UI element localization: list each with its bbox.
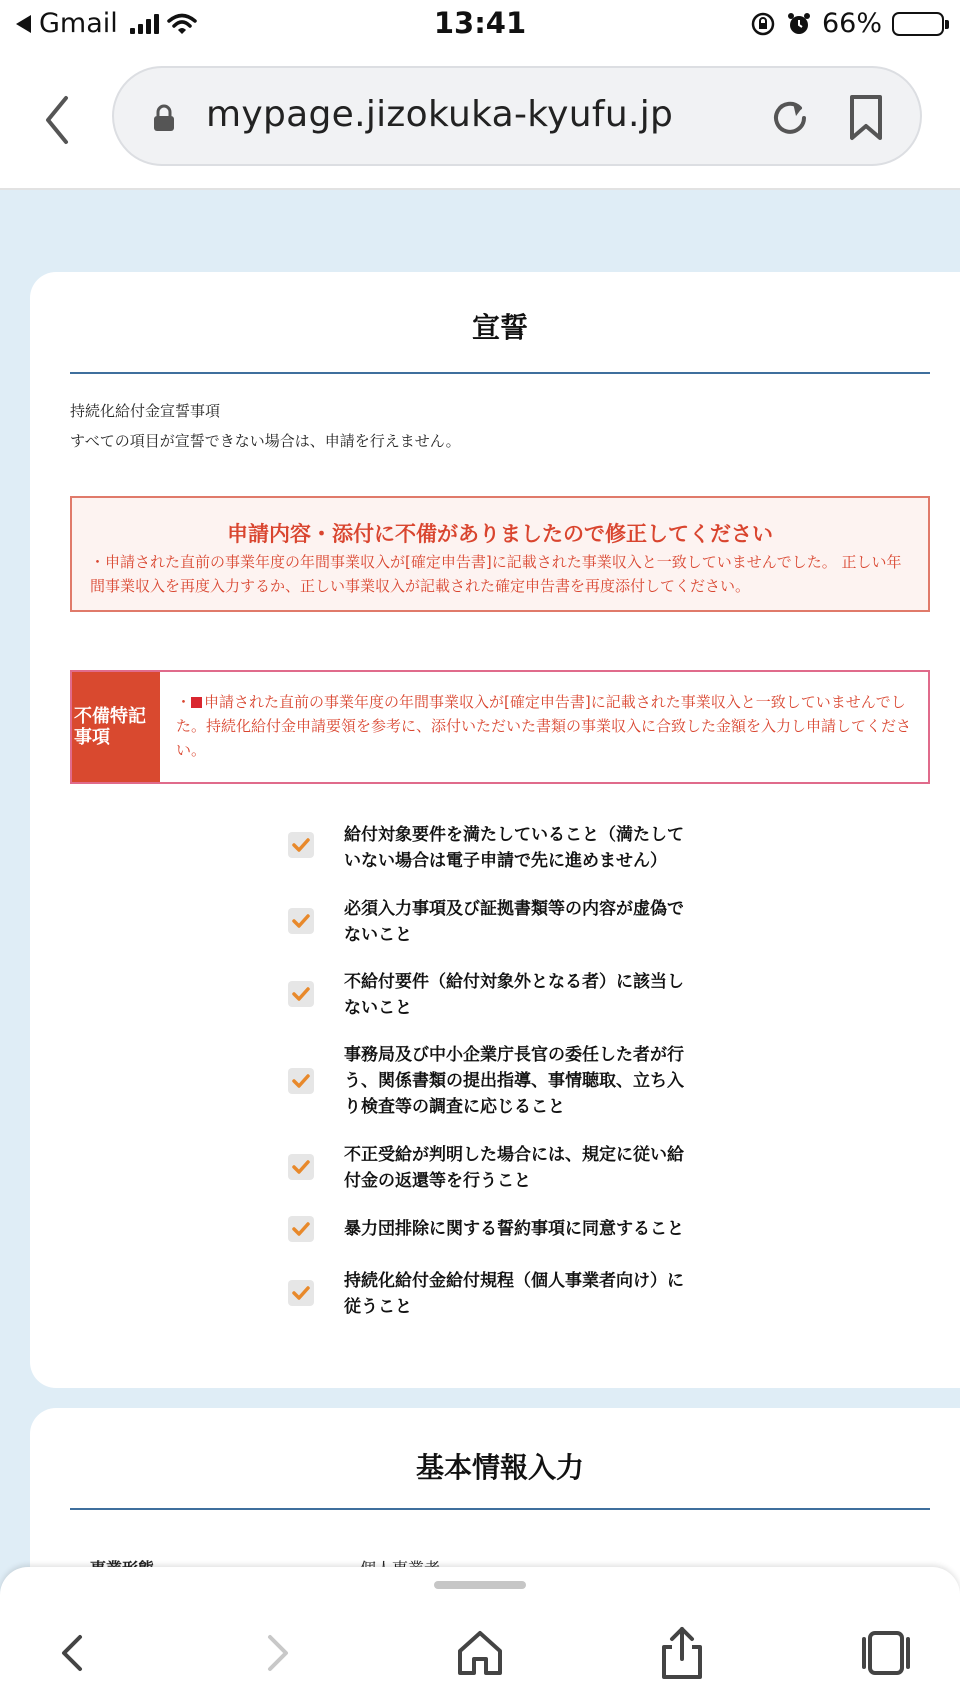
home-icon[interactable] bbox=[450, 1623, 510, 1683]
checkbox-checked-icon[interactable] bbox=[288, 832, 314, 858]
checkbox-checked-icon[interactable] bbox=[288, 981, 314, 1007]
address-bar[interactable] bbox=[112, 66, 922, 166]
checkbox-checked-icon[interactable] bbox=[288, 1068, 314, 1094]
reload-icon[interactable] bbox=[768, 96, 812, 140]
bookmark-icon[interactable] bbox=[848, 94, 884, 142]
red-square-icon bbox=[191, 697, 202, 708]
forward-arrow-icon[interactable] bbox=[246, 1623, 306, 1683]
status-bar bbox=[0, 0, 960, 50]
oath-card bbox=[30, 272, 960, 1388]
battery-percent: 66% bbox=[821, 8, 882, 39]
oath-note: すべての項目が宣誓できない場合は、申請を行えません。 bbox=[70, 432, 461, 450]
lock-icon bbox=[152, 104, 176, 132]
checkbox-checked-icon[interactable] bbox=[288, 1154, 314, 1180]
special-note-box bbox=[70, 670, 930, 784]
oath-item-label: 事務局及び中小企業庁長官の委任した者が行う、関係書類の提出指導、事情聴取、立ち入り検査等の調査に応じること bbox=[344, 1045, 684, 1117]
oath-item-label: 暴力団排除に関する誓約事項に同意すること bbox=[344, 1219, 684, 1239]
error-title: 申請内容・添付に不備がありましたので修正してください bbox=[227, 522, 773, 546]
basic-info-underline bbox=[70, 1508, 930, 1510]
special-note-body bbox=[176, 690, 912, 762]
back-arrow-icon[interactable] bbox=[44, 1623, 104, 1683]
error-body: ・申請された直前の事業年度の年間事業収入が[確定申告書]に記載された事業収入と一致していませんでした。 正しい年間事業収入を再度入力するか、正しい事業収入が記載された確定申告書を再度添付してください。 bbox=[90, 553, 902, 595]
special-note-prefix: ・ bbox=[176, 693, 192, 711]
browser-toolbar bbox=[0, 50, 960, 190]
checkbox-checked-icon[interactable] bbox=[288, 1216, 314, 1242]
alarm-icon bbox=[786, 11, 812, 37]
oath-item-label: 持続化給付金給付規程（個人事業者向け）に従うこと bbox=[344, 1271, 684, 1317]
oath-title-underline bbox=[70, 372, 930, 374]
checkbox-checked-icon[interactable] bbox=[288, 1280, 314, 1306]
battery-icon bbox=[892, 12, 944, 36]
special-note-text: 申請された直前の事業年度の年間事業収入が[確定申告書]に記載された事業収入と一致していませんでした。持続化給付金申請要領を参考に、添付いただいた書類の事業収入に合致した金額を入力し申請してください。 bbox=[176, 693, 912, 759]
oath-subtitle: 持続化給付金宣誓事項 bbox=[70, 402, 221, 420]
rotation-lock-icon bbox=[750, 11, 776, 37]
url-text[interactable]: mypage.jizokuka-kyufu.jp bbox=[206, 94, 674, 135]
oath-title: 宣誓 bbox=[471, 311, 528, 344]
checkbox-checked-icon[interactable] bbox=[288, 908, 314, 934]
share-icon[interactable] bbox=[652, 1623, 712, 1683]
oath-item-label: 不給付要件（給付対象外となる者）に該当しないこと bbox=[344, 972, 684, 1018]
carrier-label[interactable]: Gmail bbox=[39, 8, 118, 39]
oath-item-label: 不正受給が判明した場合には、規定に従い給付金の返還等を行うこと bbox=[344, 1145, 684, 1191]
status-right bbox=[750, 8, 944, 39]
basic-info-title: 基本情報入力 bbox=[415, 1451, 584, 1484]
tabs-icon[interactable] bbox=[856, 1623, 916, 1683]
browser-bottom-toolbar bbox=[0, 1567, 960, 1707]
oath-item-label: 必須入力事項及び証拠書類等の内容が虚偽でないこと bbox=[344, 899, 684, 945]
drag-handle[interactable] bbox=[434, 1581, 526, 1589]
back-icon[interactable] bbox=[38, 90, 78, 150]
special-note-label: 不備特記事項 bbox=[72, 672, 160, 782]
clock: 13:41 bbox=[433, 6, 527, 40]
error-alert bbox=[70, 496, 930, 612]
oath-item-label: 給付対象要件を満たしていること（満たしていない場合は電子申請で先に進めません） bbox=[344, 825, 684, 871]
